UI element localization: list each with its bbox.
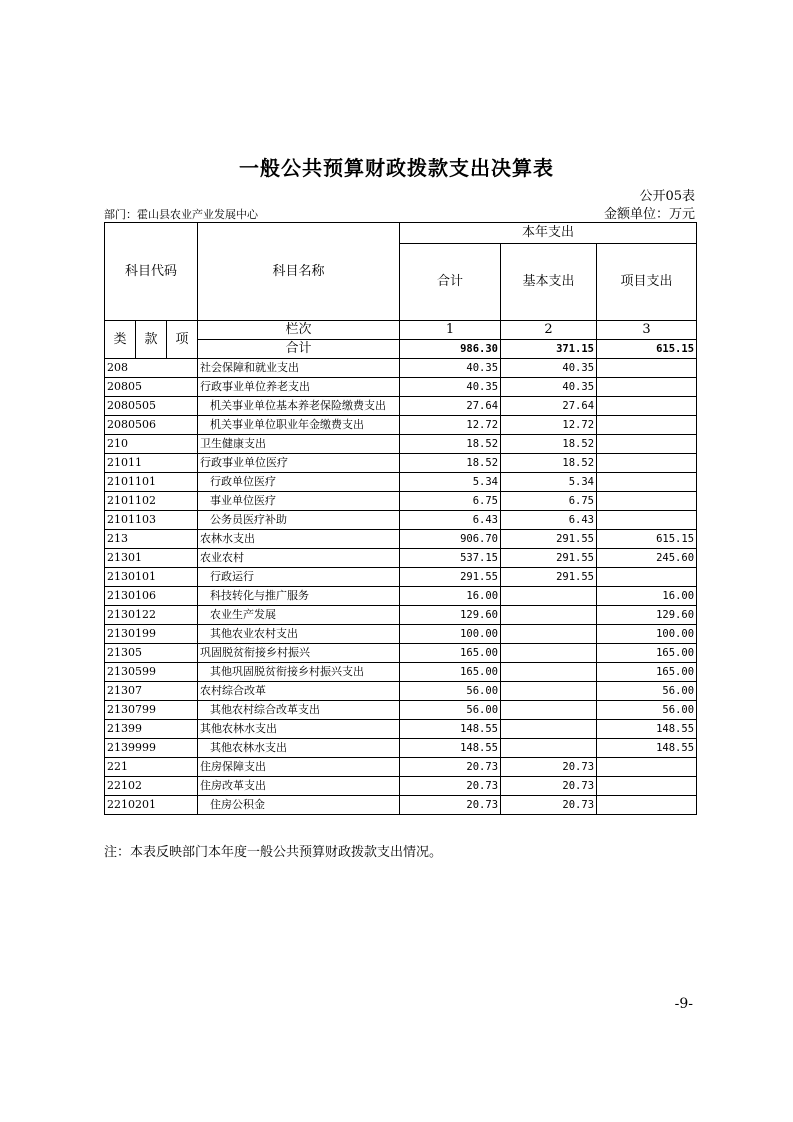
row-name: 机关事业单位基本养老保险缴费支出 (198, 397, 400, 416)
row-basic: 40.35 (501, 378, 597, 397)
row-code: 21305 (105, 644, 198, 663)
row-basic: 18.52 (501, 435, 597, 454)
row-basic: 40.35 (501, 359, 597, 378)
row-name: 社会保障和就业支出 (198, 359, 400, 378)
row-code: 2130199 (105, 625, 198, 644)
row-code: 2101101 (105, 473, 198, 492)
table-row (105, 606, 697, 625)
row-project: 129.60 (597, 606, 697, 625)
row-code: 21307 (105, 682, 198, 701)
row-basic: 291.55 (501, 568, 597, 587)
row-name: 其他农村综合改革支出 (198, 701, 400, 720)
header-total: 合计 (400, 244, 501, 321)
row-basic: 18.52 (501, 454, 597, 473)
table-row (105, 796, 697, 815)
row-code: 2130599 (105, 663, 198, 682)
table-row (105, 454, 697, 473)
row-basic: 6.75 (501, 492, 597, 511)
table-row (105, 720, 697, 739)
row-project (597, 435, 697, 454)
header-kuan: 款 (136, 321, 167, 359)
table-row (105, 359, 697, 378)
table-row (105, 739, 697, 758)
row-total: 148.55 (400, 739, 501, 758)
row-code: 20805 (105, 378, 198, 397)
footnote: 注：本表反映部门本年度一般公共预算财政拨款支出情况。 (104, 845, 443, 860)
row-project: 148.55 (597, 739, 697, 758)
row-basic: 12.72 (501, 416, 597, 435)
row-name: 行政事业单位养老支出 (198, 378, 400, 397)
header-lanci: 栏次 (198, 321, 400, 340)
table-row (105, 644, 697, 663)
row-code: 2139999 (105, 739, 198, 758)
row-code: 2080505 (105, 397, 198, 416)
header-project: 项目支出 (597, 244, 697, 321)
row-name: 农村综合改革 (198, 682, 400, 701)
row-basic (501, 644, 597, 663)
row-project (597, 397, 697, 416)
row-total: 20.73 (400, 796, 501, 815)
row-name: 公务员医疗补助 (198, 511, 400, 530)
row-code: 2101102 (105, 492, 198, 511)
row-code: 2130799 (105, 701, 198, 720)
row-project (597, 473, 697, 492)
row-name: 其他农业农村支出 (198, 625, 400, 644)
row-project (597, 796, 697, 815)
row-basic: 5.34 (501, 473, 597, 492)
row-total: 100.00 (400, 625, 501, 644)
row-name: 卫生健康支出 (198, 435, 400, 454)
table-row (105, 511, 697, 530)
table-row (105, 416, 697, 435)
row-name: 其他农林水支出 (198, 739, 400, 758)
table-row (105, 758, 697, 777)
row-code: 2101103 (105, 511, 198, 530)
row-code: 210 (105, 435, 198, 454)
row-basic (501, 682, 597, 701)
header-col3: 3 (597, 321, 697, 340)
page-title: 一般公共预算财政拨款支出决算表 (239, 156, 554, 180)
row-total: 291.55 (400, 568, 501, 587)
row-name: 行政单位医疗 (198, 473, 400, 492)
row-total: 16.00 (400, 587, 501, 606)
row-name: 住房公积金 (198, 796, 400, 815)
total-row-project: 615.15 (597, 340, 697, 359)
table-row (105, 625, 697, 644)
header-xiang: 项 (167, 321, 198, 359)
header-col1: 1 (400, 321, 501, 340)
row-basic: 291.55 (501, 549, 597, 568)
table-row (105, 492, 697, 511)
row-project (597, 416, 697, 435)
row-total: 20.73 (400, 777, 501, 796)
table-row (105, 530, 697, 549)
row-code: 221 (105, 758, 198, 777)
row-code: 21011 (105, 454, 198, 473)
row-code: 2130106 (105, 587, 198, 606)
row-project: 165.00 (597, 663, 697, 682)
row-project (597, 511, 697, 530)
row-total: 148.55 (400, 720, 501, 739)
header-code: 科目代码 (105, 223, 198, 321)
row-name: 农林水支出 (198, 530, 400, 549)
header-name: 科目名称 (198, 223, 400, 321)
row-total: 5.34 (400, 473, 501, 492)
row-project: 148.55 (597, 720, 697, 739)
expense-table (104, 222, 697, 815)
row-name: 农业生产发展 (198, 606, 400, 625)
row-basic: 27.64 (501, 397, 597, 416)
row-project: 245.60 (597, 549, 697, 568)
row-project: 16.00 (597, 587, 697, 606)
row-basic (501, 625, 597, 644)
row-total: 27.64 (400, 397, 501, 416)
row-name: 巩固脱贫衔接乡村振兴 (198, 644, 400, 663)
row-project (597, 378, 697, 397)
header-col2: 2 (501, 321, 597, 340)
row-total: 165.00 (400, 644, 501, 663)
row-code: 208 (105, 359, 198, 378)
row-project: 165.00 (597, 644, 697, 663)
row-total: 906.70 (400, 530, 501, 549)
row-total: 165.00 (400, 663, 501, 682)
row-total: 20.73 (400, 758, 501, 777)
row-name: 农业农村 (198, 549, 400, 568)
row-project (597, 758, 697, 777)
row-basic: 6.43 (501, 511, 597, 530)
row-name: 科技转化与推广服务 (198, 587, 400, 606)
row-total: 6.75 (400, 492, 501, 511)
table-row (105, 397, 697, 416)
row-name: 机关事业单位职业年金缴费支出 (198, 416, 400, 435)
row-name: 其他巩固脱贫衔接乡村振兴支出 (198, 663, 400, 682)
row-code: 22102 (105, 777, 198, 796)
header-lei: 类 (105, 321, 136, 359)
row-name: 住房改革支出 (198, 777, 400, 796)
row-code: 21301 (105, 549, 198, 568)
row-basic (501, 701, 597, 720)
table-row (105, 435, 697, 454)
table-row (105, 378, 697, 397)
row-project (597, 492, 697, 511)
row-basic (501, 663, 597, 682)
table-row (105, 587, 697, 606)
row-total: 12.72 (400, 416, 501, 435)
row-total: 537.15 (400, 549, 501, 568)
unit-label: 金额单位：万元 (603, 207, 695, 222)
total-row-total: 986.30 (400, 340, 501, 359)
total-row-label: 合计 (198, 340, 400, 359)
row-basic (501, 587, 597, 606)
row-code: 213 (105, 530, 198, 549)
page-number: -9- (674, 996, 693, 1012)
row-project (597, 359, 697, 378)
row-basic: 20.73 (501, 758, 597, 777)
department-label: 部门：霍山县农业产业发展中心 (104, 208, 258, 221)
table-row (105, 777, 697, 796)
table-row (105, 473, 697, 492)
row-project: 56.00 (597, 682, 697, 701)
row-basic: 20.73 (501, 777, 597, 796)
row-total: 18.52 (400, 454, 501, 473)
row-project (597, 568, 697, 587)
row-code: 2130101 (105, 568, 198, 587)
row-name: 其他农林水支出 (198, 720, 400, 739)
row-total: 40.35 (400, 359, 501, 378)
row-total: 129.60 (400, 606, 501, 625)
row-name: 住房保障支出 (198, 758, 400, 777)
table-row (105, 549, 697, 568)
row-basic (501, 720, 597, 739)
row-code: 21399 (105, 720, 198, 739)
row-code: 2210201 (105, 796, 198, 815)
row-project: 100.00 (597, 625, 697, 644)
row-code: 2080506 (105, 416, 198, 435)
row-total: 56.00 (400, 701, 501, 720)
row-basic: 20.73 (501, 796, 597, 815)
table-row (105, 568, 697, 587)
table-row (105, 682, 697, 701)
table-row (105, 701, 697, 720)
row-name: 行政事业单位医疗 (198, 454, 400, 473)
row-basic (501, 606, 597, 625)
row-name: 事业单位医疗 (198, 492, 400, 511)
header-year-expense: 本年支出 (400, 223, 697, 244)
total-row-basic: 371.15 (501, 340, 597, 359)
row-project (597, 454, 697, 473)
row-basic: 291.55 (501, 530, 597, 549)
row-total: 18.52 (400, 435, 501, 454)
row-code: 2130122 (105, 606, 198, 625)
form-number: 公开05表 (639, 189, 695, 204)
row-total: 40.35 (400, 378, 501, 397)
row-project: 56.00 (597, 701, 697, 720)
header-basic: 基本支出 (501, 244, 597, 321)
row-project: 615.15 (597, 530, 697, 549)
row-project (597, 777, 697, 796)
row-total: 56.00 (400, 682, 501, 701)
row-basic (501, 739, 597, 758)
table-row (105, 663, 697, 682)
row-name: 行政运行 (198, 568, 400, 587)
row-total: 6.43 (400, 511, 501, 530)
